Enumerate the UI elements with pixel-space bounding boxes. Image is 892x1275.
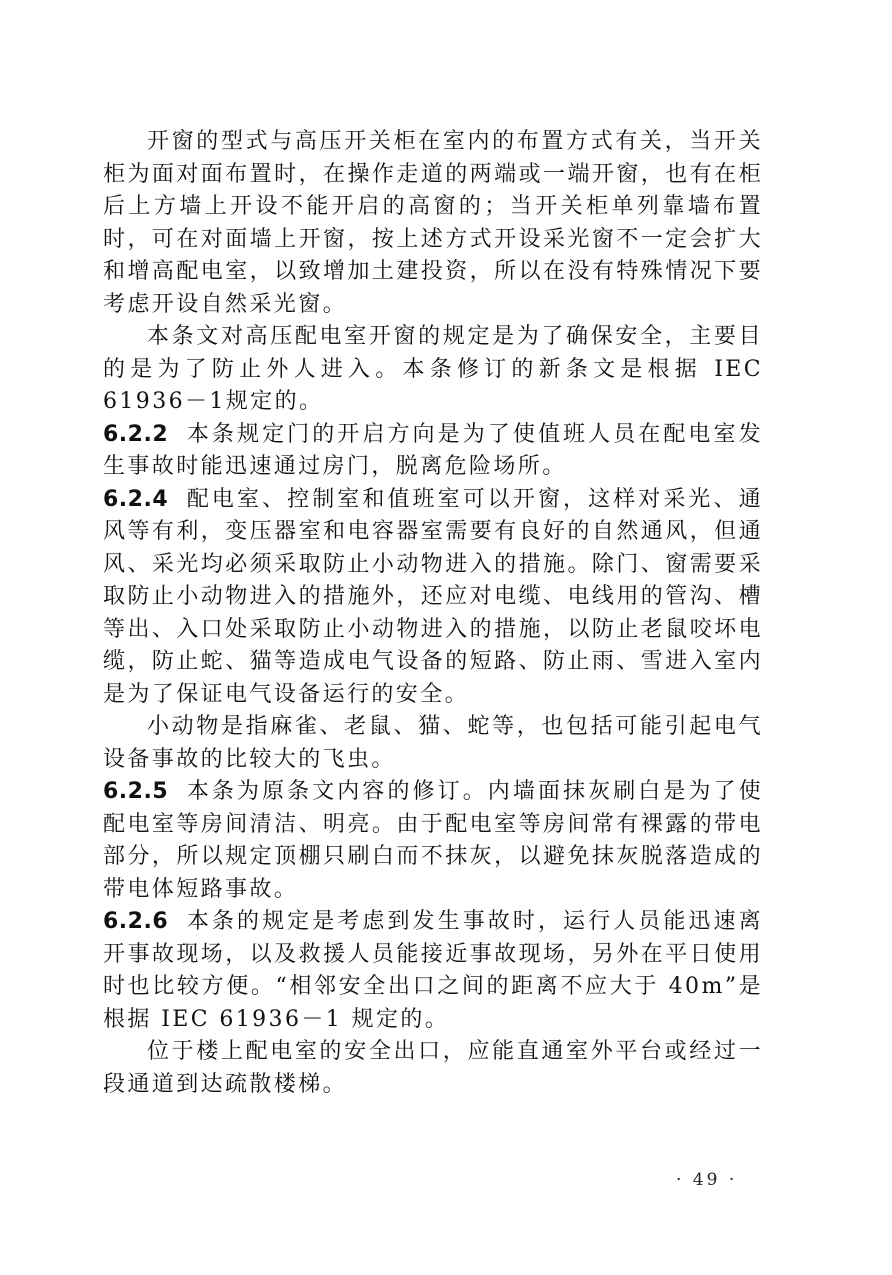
- document-body: [103, 126, 763, 1101]
- paragraph-text: 本条文对高压配电室开窗的规定是为了确保安全，主要目的是为了防止外人进入。本条修订的新条文是根据 IEC 61936－1规定的。: [103, 324, 763, 414]
- paragraph-upstairs-exit: [103, 1036, 763, 1101]
- clause-number: 6.2.4: [103, 486, 169, 512]
- clause-6-2-6: [103, 906, 763, 1036]
- paragraph-text: 小动物是指麻雀、老鼠、猫、蛇等，也包括可能引起电气设备事故的比较大的飞虫。: [103, 714, 763, 772]
- page-number: · 49 ·: [676, 1170, 738, 1190]
- clause-6-2-5: [103, 776, 763, 906]
- paragraph-small-animals: [103, 711, 763, 776]
- clause-6-2-4: [103, 484, 763, 712]
- paragraph-window-types: [103, 126, 763, 321]
- paragraph-window-safety: [103, 321, 763, 419]
- clause-text: 配电室、控制室和值班室可以开窗，这样对采光、通风等有利，变压器室和电容器室需要有良好的自然通风，但通风、采光均必须采取防止小动物进入的措施。除门、窗需要采取防止小动物进入的措施外，还应对电缆、电线用的管沟、槽等出、入口处采取防止小动物进入的措施，以防止老鼠咬坏电缆，防止蛇、猫等造成电气设备的短路、防止雨、雪进入室内是为了保证电气设备运行的安全。: [103, 486, 763, 707]
- clause-6-2-2: [103, 419, 763, 484]
- clause-number: 6.2.6: [103, 909, 169, 934]
- clause-text: 本条为原条文内容的修订。内墙面抹灰刷白是为了使配电室等房间清洁、明亮。由于配电室等房间常有裸露的带电部分，所以规定顶棚只刷白而不抹灰，以避免抹灰脱落造成的带电体短路事故。: [103, 779, 763, 902]
- paragraph-text: 位于楼上配电室的安全出口，应能直通室外平台或经过一段通道到达疏散楼梯。: [103, 1039, 763, 1097]
- clause-text: 本条的规定是考虑到发生事故时，运行人员能迅速离开事故现场，以及救援人员能接近事故现场，另外在平日使用时也比较方便。“相邻安全出口之间的距离不应大于 40m”是根据 IEC 61936－1 规定的。: [103, 909, 763, 1032]
- paragraph-text: 开窗的型式与高压开关柜在室内的布置方式有关，当开关柜为面对面布置时，在操作走道的两端或一端开窗，也有在柜后上方墙上开设不能开启的高窗的；当开关柜单列靠墙布置时，可在对面墙上开窗，按上述方式开设采光窗不一定会扩大和增高配电室，以致增加土建投资，所以在没有特殊情况下要考虑开设自然采光窗。: [103, 129, 763, 317]
- clause-number: 6.2.2: [103, 421, 169, 447]
- clause-text: 本条规定门的开启方向是为了使值班人员在配电室发生事故时能迅速通过房门，脱离危险场所。: [103, 421, 763, 479]
- clause-number: 6.2.5: [103, 779, 169, 804]
